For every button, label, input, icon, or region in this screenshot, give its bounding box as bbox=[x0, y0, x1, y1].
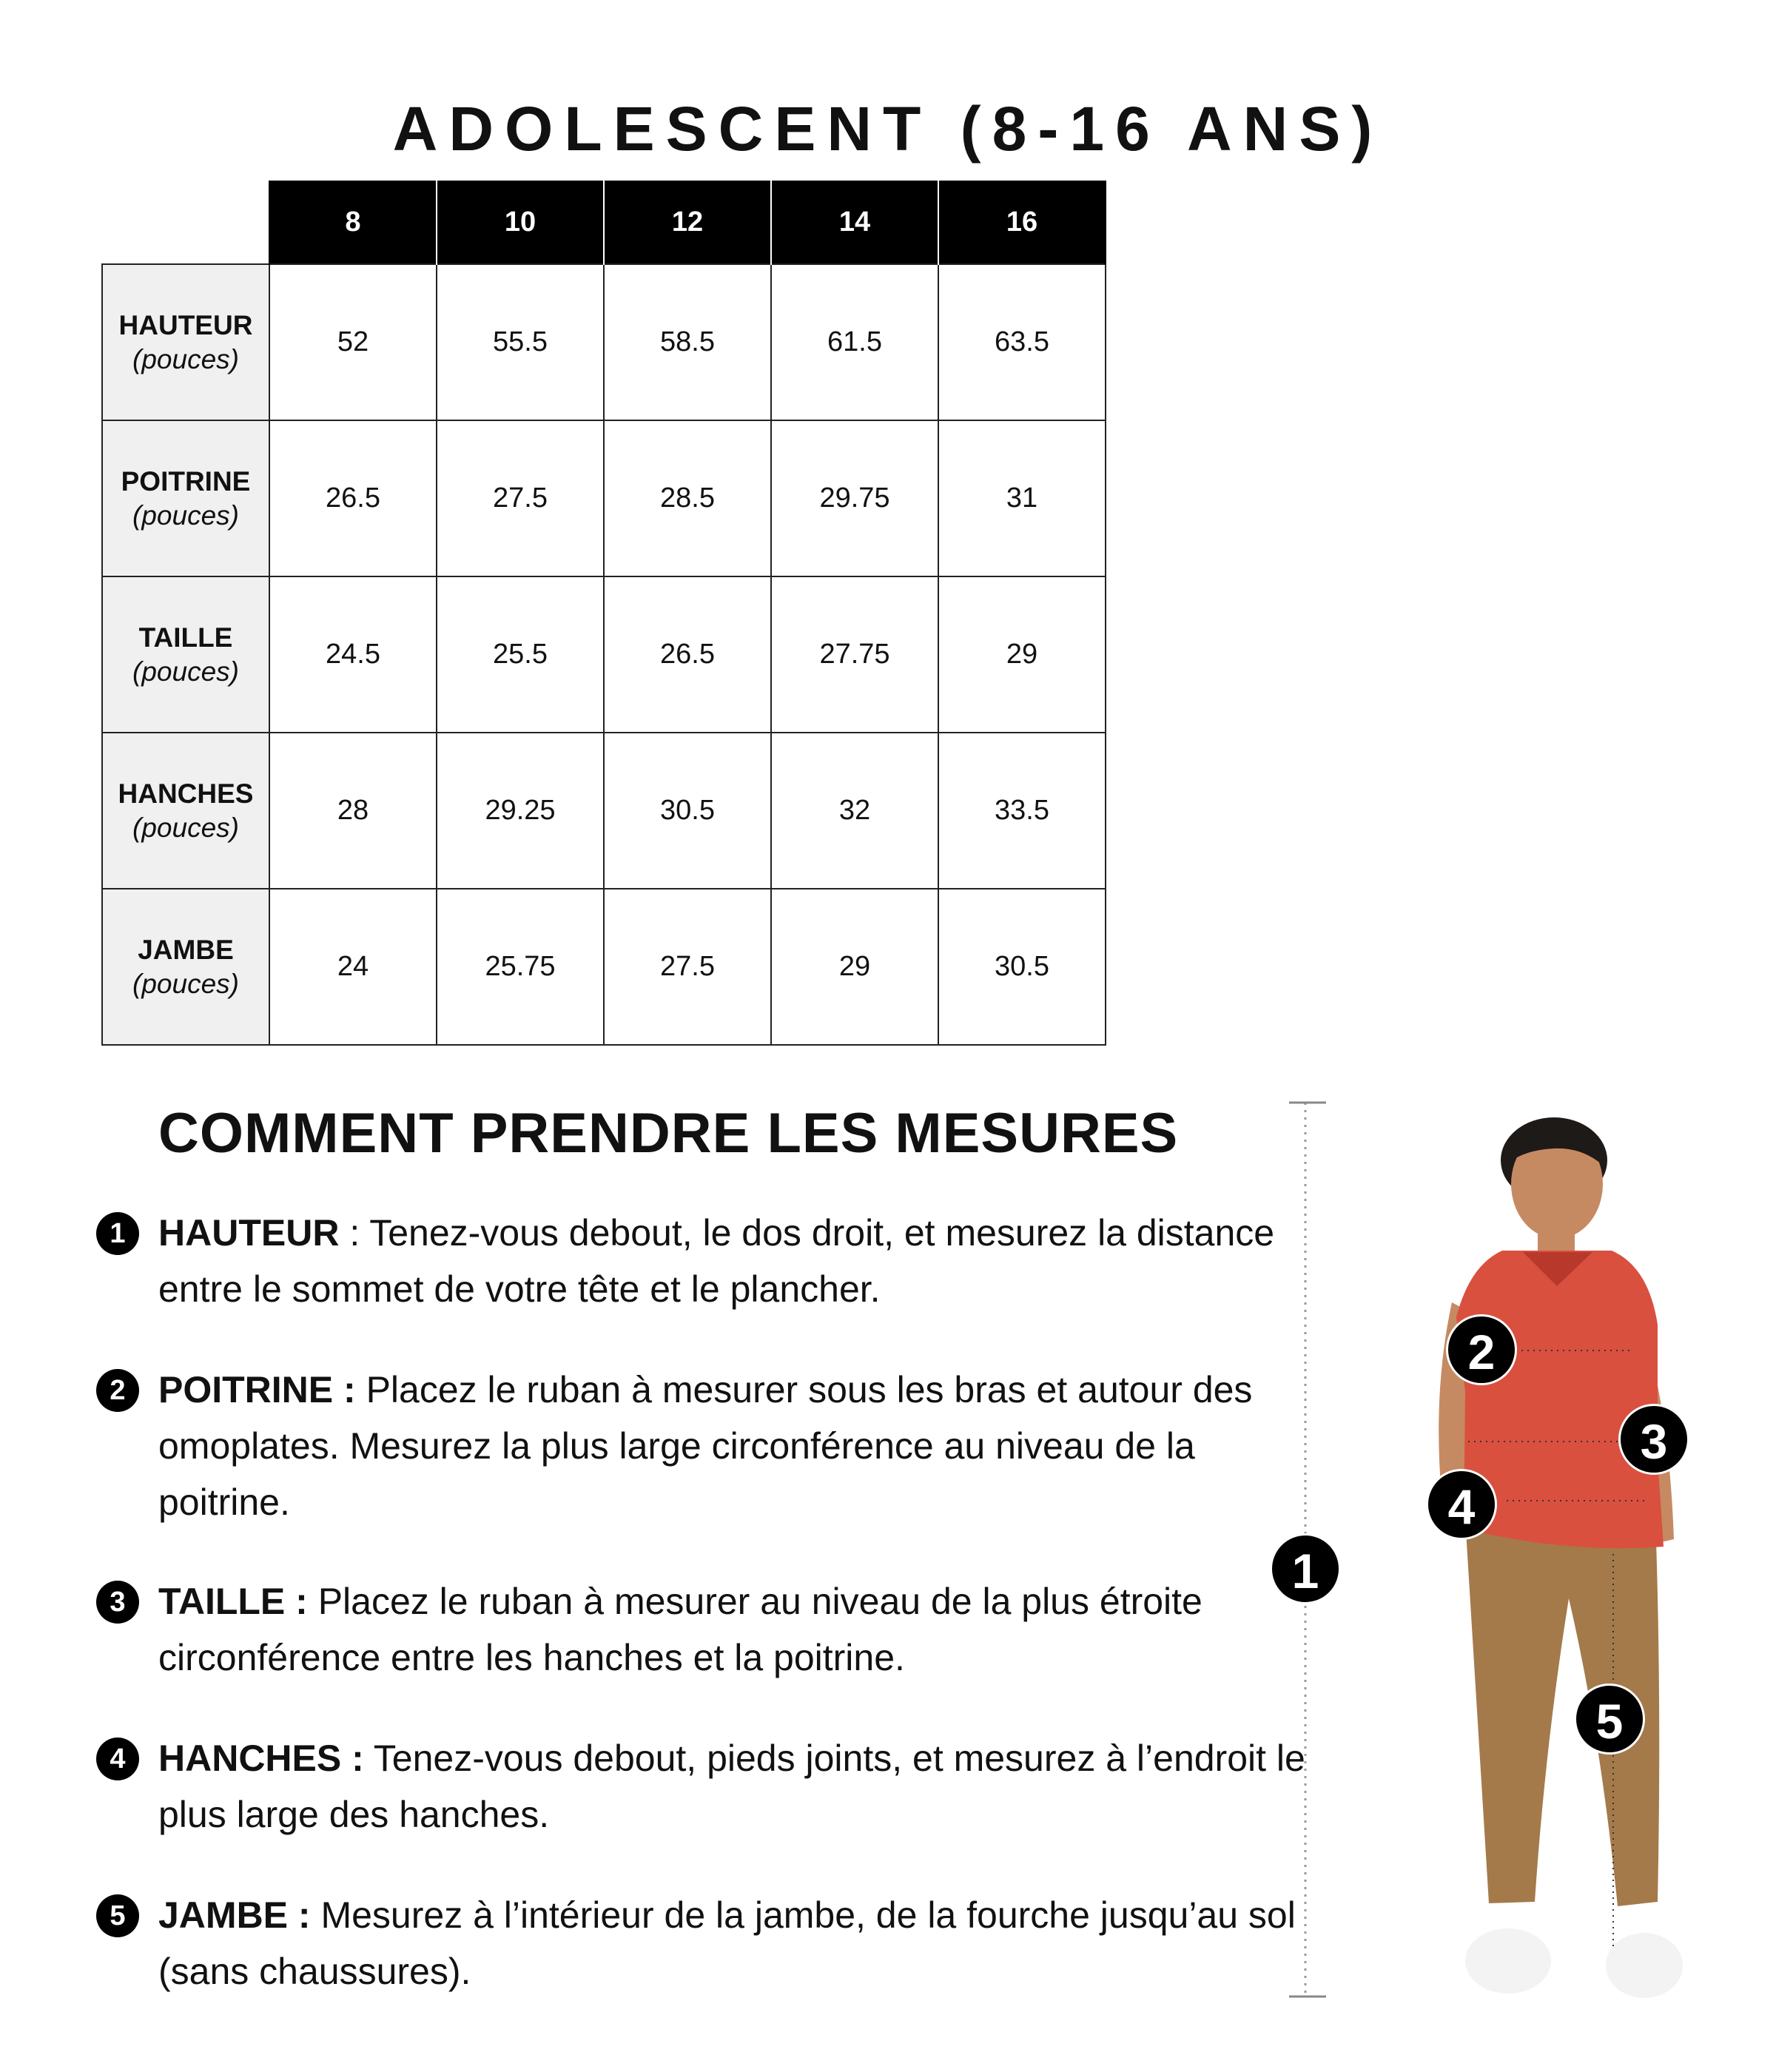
instruction-label: POITRINE : bbox=[158, 1369, 356, 1410]
page-title: ADOLESCENT (8-16 ANS) bbox=[392, 94, 1384, 164]
instruction-body: Mesurez à l’intérieur de la jambe, de la fourche jusqu’au sol (sans chaussures). bbox=[158, 1894, 1296, 1992]
step-number-badge: 5 bbox=[96, 1894, 139, 1937]
instruction-body: Placez le ruban à mesurer au niveau de la plus étroite circonférence entre les hanches et la poitrine. bbox=[158, 1581, 1202, 1678]
row-header-unit: (pouces) bbox=[132, 968, 239, 999]
badge-1-hauteur: 1 bbox=[1270, 1533, 1341, 1604]
row-header-name: HANCHES bbox=[118, 778, 254, 809]
table-cell: 29 bbox=[938, 576, 1106, 733]
table-cell: 32 bbox=[771, 733, 938, 889]
table-cell: 28.5 bbox=[604, 420, 771, 576]
instruction-body: Placez le ruban à mesurer sous les bras et autour des omoplates. Mesurez la plus large circonférence au niveau de la poitrine. bbox=[158, 1369, 1253, 1523]
size-header-14: 14 bbox=[771, 181, 938, 264]
row-header-jambe bbox=[102, 889, 269, 1045]
table-cell: 52 bbox=[269, 264, 437, 420]
size-chart-table bbox=[101, 181, 1106, 1046]
instruction-text bbox=[158, 1205, 1328, 1317]
table-cell: 55.5 bbox=[437, 264, 604, 420]
instruction-label: JAMBE : bbox=[158, 1894, 311, 1936]
row-header-unit: (pouces) bbox=[132, 812, 239, 843]
right-shoe bbox=[1606, 1933, 1683, 1998]
table-cell: 58.5 bbox=[604, 264, 771, 420]
table-cell: 29 bbox=[771, 889, 938, 1045]
row-header-poitrine bbox=[102, 420, 269, 576]
row-header-unit: (pouces) bbox=[132, 343, 239, 374]
row-header-unit: (pouces) bbox=[132, 500, 239, 531]
row-header-name: HAUTEUR bbox=[118, 309, 253, 340]
table-row-taille bbox=[102, 576, 1106, 733]
size-header-10: 10 bbox=[437, 181, 604, 264]
step-number-badge: 2 bbox=[96, 1369, 139, 1412]
table-cell: 28 bbox=[269, 733, 437, 889]
table-cell: 63.5 bbox=[938, 264, 1106, 420]
badge-5-jambe: 5 bbox=[1574, 1684, 1645, 1755]
measurement-figure bbox=[1258, 1080, 1732, 2028]
table-row-jambe bbox=[102, 889, 1106, 1045]
table-cell: 24 bbox=[269, 889, 437, 1045]
instruction-text bbox=[158, 1730, 1328, 1843]
badge-2-poitrine: 2 bbox=[1446, 1314, 1517, 1385]
left-shoe bbox=[1465, 1928, 1551, 1994]
table-cell: 31 bbox=[938, 420, 1106, 576]
badge-3-taille: 3 bbox=[1618, 1404, 1689, 1475]
row-header-name: TAILLE bbox=[138, 622, 233, 653]
table-cell: 27.5 bbox=[604, 889, 771, 1045]
instruction-body: : Tenez-vous debout, le dos droit, et mesurez la distance entre le sommet de votre tête et le plancher. bbox=[158, 1212, 1275, 1310]
table-row-hanches bbox=[102, 733, 1106, 889]
row-header-name: JAMBE bbox=[138, 934, 234, 965]
table-cell: 29.75 bbox=[771, 420, 938, 576]
table-cell: 30.5 bbox=[938, 889, 1106, 1045]
table-row-hauteur bbox=[102, 264, 1106, 420]
step-number-badge: 4 bbox=[96, 1738, 139, 1780]
size-header-row bbox=[102, 181, 1106, 264]
row-header-hauteur bbox=[102, 264, 269, 420]
size-header-8: 8 bbox=[269, 181, 437, 264]
table-cell: 25.5 bbox=[437, 576, 604, 733]
table-row-poitrine bbox=[102, 420, 1106, 576]
instruction-text bbox=[158, 1362, 1328, 1530]
table-cell: 26.5 bbox=[269, 420, 437, 576]
instruction-label: HAUTEUR bbox=[158, 1212, 340, 1254]
badge-4-hanches: 4 bbox=[1426, 1469, 1497, 1540]
step-number-badge: 3 bbox=[96, 1581, 139, 1624]
table-corner bbox=[102, 181, 269, 264]
row-header-hanches bbox=[102, 733, 269, 889]
instruction-text bbox=[158, 1573, 1328, 1686]
size-header-12: 12 bbox=[604, 181, 771, 264]
row-header-unit: (pouces) bbox=[132, 656, 239, 687]
table-cell: 27.5 bbox=[437, 420, 604, 576]
table-cell: 24.5 bbox=[269, 576, 437, 733]
instruction-body: Tenez-vous debout, pieds joints, et mesurez à l’endroit le plus large des hanches. bbox=[158, 1738, 1305, 1835]
table-cell: 26.5 bbox=[604, 576, 771, 733]
row-header-name: POITRINE bbox=[121, 465, 251, 497]
table-cell: 61.5 bbox=[771, 264, 938, 420]
step-number-badge: 1 bbox=[96, 1212, 139, 1255]
table-cell: 27.75 bbox=[771, 576, 938, 733]
table-cell: 25.75 bbox=[437, 889, 604, 1045]
instruction-label: HANCHES : bbox=[158, 1738, 364, 1779]
instruction-text bbox=[158, 1887, 1328, 1999]
size-header-16: 16 bbox=[938, 181, 1106, 264]
row-header-taille bbox=[102, 576, 269, 733]
how-to-measure-title: COMMENT PRENDRE LES MESURES bbox=[158, 1102, 1179, 1165]
table-cell: 29.25 bbox=[437, 733, 604, 889]
instruction-label: TAILLE : bbox=[158, 1581, 308, 1622]
table-cell: 33.5 bbox=[938, 733, 1106, 889]
table-cell: 30.5 bbox=[604, 733, 771, 889]
